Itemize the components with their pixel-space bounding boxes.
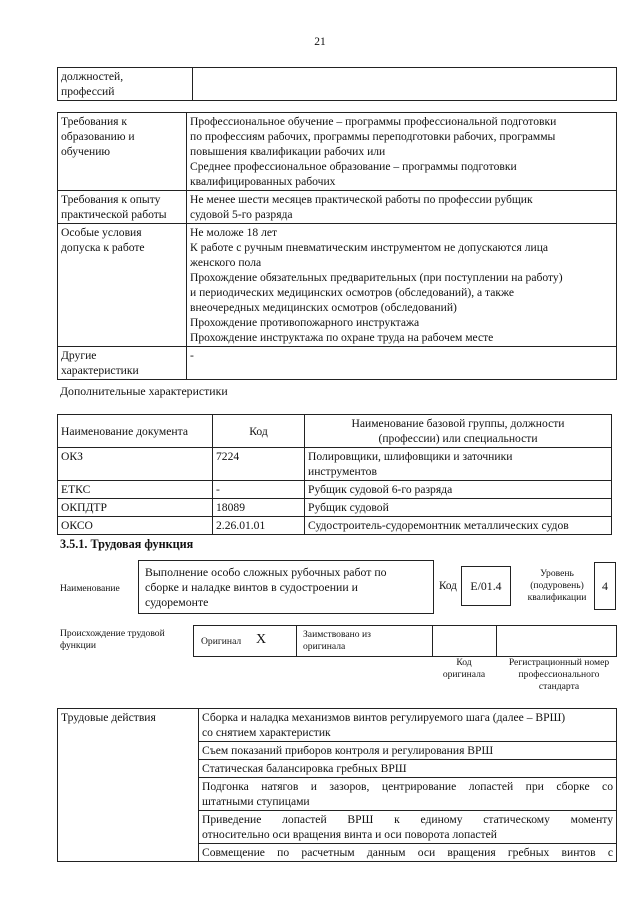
value-line: и периодических медицинских осмотров (обследований), а также [190,286,515,299]
divider [296,626,297,656]
header-code: Код [213,415,305,448]
origin-label [60,628,165,652]
origin-label-line: Происхождение трудовой [60,628,165,639]
code-label: Код [439,580,457,592]
value-line: Не моложе 18 лет [190,226,278,239]
reg-caption-line: стандарта [538,681,580,692]
action-line: Съем показаний приборов контроля и регулирования ВРШ [202,744,494,757]
table-row [58,113,617,191]
action-line: Приведение лопастей ВРШ к единому статическому моменту [202,813,613,826]
req-label-conditions [58,224,187,347]
level-label-line: квалификации [527,592,587,603]
table-row [58,517,612,535]
cell-name-line: Судостроитель-судоремонтник металлических судов [308,519,569,532]
extra-heading: Дополнительные характеристики [60,384,228,398]
table-row [58,481,612,499]
cell-name [305,481,612,499]
label-line: обучению [61,145,111,158]
value-line: квалифицированных рабочих [190,175,336,188]
action-line: относительно оси вращения винта и оси поворота лопастей [202,828,497,841]
action-item [199,844,617,862]
action-line: Статическая балансировка гребных ВРШ [202,762,407,775]
value-line: Прохождение инструктажа по охране труда на рабочем месте [190,331,494,344]
name-label: Наименование [60,583,120,594]
borrowed-label [303,629,371,653]
requirements-table [57,112,617,380]
label-line: должностей, [61,70,124,83]
cell-doc: ОКПДТР [58,499,213,517]
divider [496,626,497,656]
value-line: повышения квалификации рабочих или [190,145,386,158]
table-row [58,448,612,481]
cell-name [305,448,612,481]
table-row [58,499,612,517]
code-caption-line: оригинала [442,669,486,680]
reg-caption [500,657,618,693]
label-line: допуска к работе [61,241,145,254]
value-line: по профессиям рабочих, программы переподготовки рабочих, программы [190,130,556,143]
action-item [199,709,617,742]
level-label-line: Уровень [540,568,574,579]
top-table-value [193,68,617,101]
req-value-conditions [187,224,617,347]
function-name-box [138,560,434,614]
function-name-line: сборке и наладке винтов в судостроении и [145,580,358,594]
label-line: Требования к опыту [61,193,161,206]
value-line: Прохождение противопожарного инструктажа [190,316,420,329]
label-line: Особые условия [61,226,142,239]
value-line: Прохождение обязательных предварительных (при поступлении на работу) [190,271,563,284]
cell-doc: ЕТКС [58,481,213,499]
reg-caption-line: профессионального [518,669,600,680]
extra-table [57,414,612,535]
function-name-line: Выполнение особо сложных рубочных работ по [145,565,387,579]
original-label: Оригинал [201,636,242,647]
req-value-experience [187,191,617,224]
action-item [199,811,617,844]
value-line: Не менее шести месяцев практической работы по профессии рубщик [190,193,533,206]
req-value-other [187,347,617,380]
borrowed-line: оригинала [303,641,346,652]
table-row [58,224,617,347]
header-doc: Наименование документа [58,415,213,448]
req-label-education [58,113,187,191]
cell-code: 2.26.01.01 [213,517,305,535]
action-item [199,760,617,778]
cell-name-line: инструментов [308,465,377,478]
code-value-box: E/01.4 [461,566,511,606]
value-line: внеочередных медицинских осмотров (обследований) [190,301,457,314]
label-line: образованию и [61,130,135,143]
table-row [58,347,617,380]
value-line: Профессиональное обучение – программы профессиональной подготовки [190,115,557,128]
action-line: Подгонка натягов и зазоров, центрирование лопастей при сборке со [202,780,613,793]
table-header-row [58,415,612,448]
actions-table [57,708,617,862]
req-label-other [58,347,187,380]
actions-label: Трудовые действия [58,709,199,862]
code-caption-line: Код [456,657,472,668]
action-item [199,742,617,760]
value-line: Среднее профессиональное образование – программы подготовки [190,160,517,173]
page-number: 21 [314,36,326,48]
action-line: Сборка и наладка механизмов винтов регулируемого шага (далее – ВРШ) [202,711,566,724]
label-line: характеристики [61,364,139,377]
top-table-label [58,68,193,101]
value-line: судовой 5-го разряда [190,208,293,221]
value-line: К работе с ручным пневматическим инструментом не допускаются лица [190,241,549,254]
cell-name-line: Полировщики, шлифовщики и заточники [308,450,513,463]
level-label-line: (подуровень) [530,580,584,591]
label-line: Другие [61,349,97,362]
level-label [522,568,592,604]
header-name-line: Наименование базовой группы, должности [351,417,565,430]
header-name-line: (профессии) или специальности [378,432,538,445]
cell-name [305,517,612,535]
cell-doc: ОКЗ [58,448,213,481]
table-row [58,709,617,742]
action-line: штатными ступицами [202,795,310,808]
code-caption [432,657,496,681]
top-table [57,67,617,101]
divider [432,626,433,656]
level-value-box: 4 [594,562,616,610]
cell-code: - [213,481,305,499]
label-line: Требования к [61,115,128,128]
function-name-line: судоремонте [145,595,209,609]
action-line: со снятием характеристик [202,726,331,739]
cell-code: 7224 [213,448,305,481]
req-value-education [187,113,617,191]
cell-doc: ОКСО [58,517,213,535]
original-mark: X [256,632,267,647]
req-label-experience [58,191,187,224]
action-line: Совмещение по расчетным данным оси вращения гребных винтов с [202,846,613,859]
header-name [305,415,612,448]
cell-code: 18089 [213,499,305,517]
cell-name-line: Рубщик судовой 6-го разряда [308,483,453,496]
origin-box [193,625,617,657]
reg-caption-line: Регистрационный номер [508,657,610,668]
origin-label-line: функции [60,640,96,651]
value-line: - [190,349,194,362]
value-line: женского пола [190,256,262,269]
section-title: 3.5.1. Трудовая функция [60,537,194,551]
cell-name [305,499,612,517]
borrowed-line: Заимствовано из [303,629,371,640]
table-row [58,191,617,224]
label-line: профессий [61,85,115,98]
action-item [199,778,617,811]
cell-name-line: Рубщик судовой [308,501,389,514]
label-line: практической работы [61,208,167,221]
